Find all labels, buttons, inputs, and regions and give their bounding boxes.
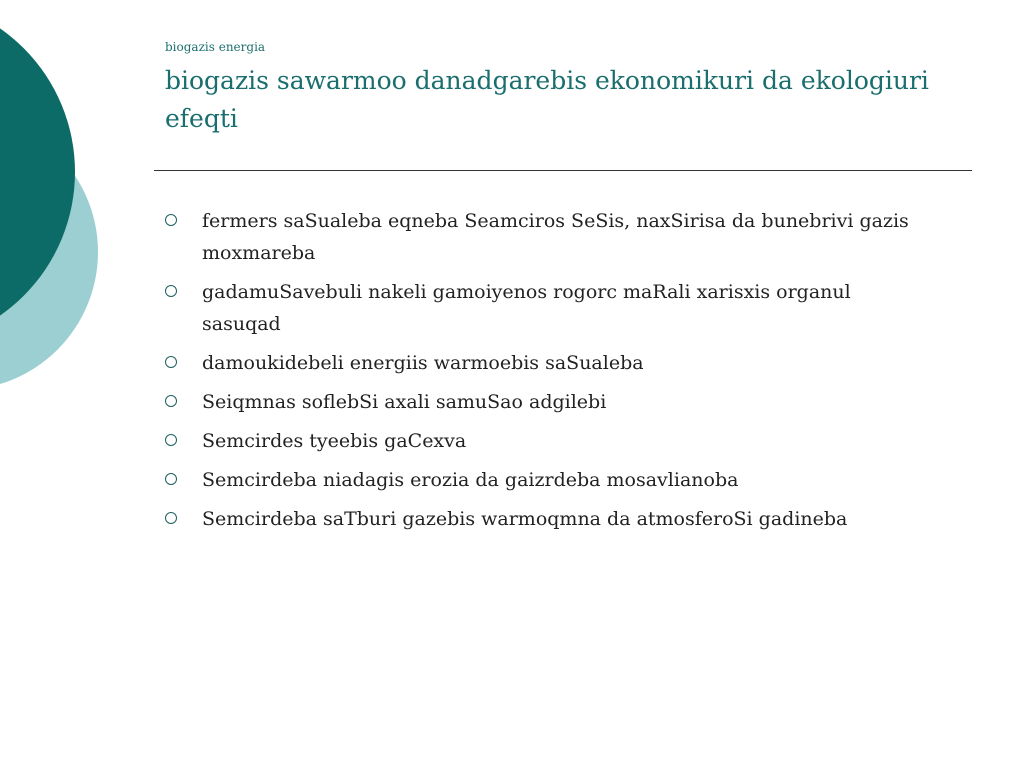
- hollow-circle-bullet-icon: [165, 395, 177, 407]
- bullet-item: [165, 503, 925, 535]
- slide-subtitle: biogazis energia: [165, 40, 266, 54]
- hollow-circle-bullet-icon: [165, 434, 177, 446]
- bullet-text: Semcirdeba saTburi gazebis warmoqmna da atmosferoSi gadineba: [202, 508, 848, 530]
- hollow-circle-bullet-icon: [165, 473, 177, 485]
- decorative-circles: [0, 0, 110, 400]
- bullet-text: fermers saSualeba eqneba Seamciros SeSis, naxSirisa da bunebrivi gazis moxmareba: [202, 210, 909, 264]
- bullet-item: [165, 205, 925, 269]
- slide-title: biogazis sawarmoo danadgarebis ekonomikuri da ekologiuri efeqti: [165, 66, 929, 133]
- bullet-text: Semcirdeba niadagis erozia da gaizrdeba mosavlianoba: [202, 469, 739, 491]
- bullet-text: Seiqmnas soflebSi axali samuSao adgilebi: [202, 391, 607, 413]
- hollow-circle-bullet-icon: [165, 214, 177, 226]
- bullet-item: [165, 386, 925, 418]
- title-divider: [154, 170, 972, 171]
- hollow-circle-bullet-icon: [165, 512, 177, 524]
- hollow-circle-bullet-icon: [165, 285, 177, 297]
- bullet-text: damoukidebeli energiis warmoebis saSualeba: [202, 352, 644, 374]
- hollow-circle-bullet-icon: [165, 356, 177, 368]
- bullet-item: [165, 464, 925, 496]
- bullet-item: [165, 276, 925, 340]
- bullet-item: [165, 425, 925, 457]
- bullet-text: Semcirdes tyeebis gaCexva: [202, 430, 467, 452]
- bullet-text: gadamuSavebuli nakeli gamoiyenos rogorc maRali xarisxis organul sasuqad: [202, 281, 851, 335]
- bullet-item: [165, 347, 925, 379]
- bullet-list: [165, 205, 925, 542]
